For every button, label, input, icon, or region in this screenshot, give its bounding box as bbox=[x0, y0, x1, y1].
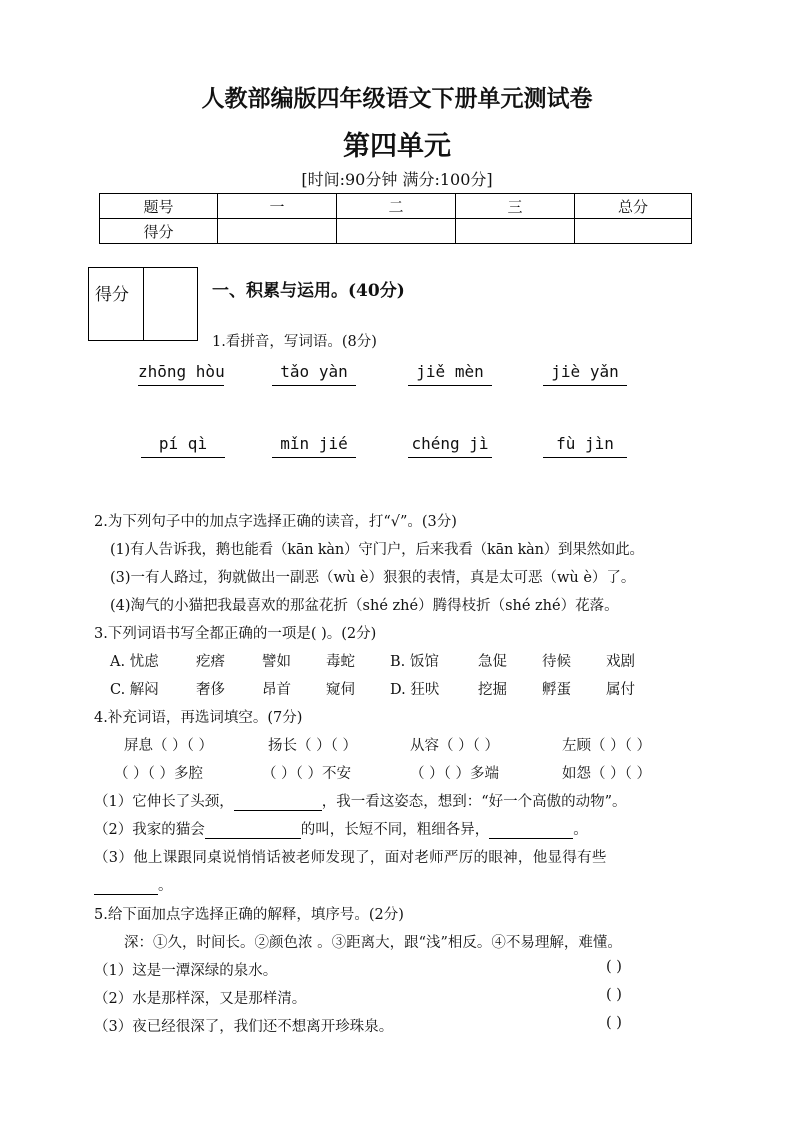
option-word: C. 解闷 bbox=[110, 682, 159, 698]
question-4-title: 4.补充词语，再选词填空。(7分) bbox=[94, 710, 303, 726]
answer-line[interactable] bbox=[272, 457, 356, 458]
unit-title: 第四单元 bbox=[343, 131, 451, 162]
option-word: 挖掘 bbox=[478, 682, 507, 698]
sentence-text: （2）我家的猫会 bbox=[94, 822, 205, 838]
option-word: 属付 bbox=[606, 682, 635, 698]
answer-paren[interactable]: ( ) bbox=[606, 987, 622, 1003]
option-word: A. 忧虑 bbox=[110, 654, 159, 670]
answer-line[interactable] bbox=[272, 385, 356, 386]
sentence-text: 的叫，长短不同，粗细各异， bbox=[300, 822, 490, 838]
score-table-score-row bbox=[100, 219, 692, 244]
score-header-cell: 题号 bbox=[100, 194, 218, 219]
question-1-title: 1.看拼音，写词语。(8分) bbox=[212, 334, 377, 350]
section-score-box bbox=[88, 267, 198, 341]
fill-word: 扬长（ ）（ ） bbox=[268, 738, 357, 754]
score-row-label: 得分 bbox=[100, 219, 218, 244]
fill-word: 从容（ ）（ ） bbox=[410, 738, 499, 754]
sentence-text: 。 bbox=[158, 878, 173, 894]
sentence-text: ，我一看这姿态，想到：“好一个高傲的动物”。 bbox=[321, 794, 627, 810]
definition-text: 深：①久，时间长。②颜色浓 。③距离大，跟“浅”相反。④不易理解，难懂。 bbox=[124, 935, 622, 951]
pinyin-item: fù jìn bbox=[556, 434, 614, 453]
option-word: 窥伺 bbox=[326, 682, 355, 698]
answer-paren[interactable]: ( ) bbox=[606, 959, 622, 975]
option-word: D. 狂吠 bbox=[390, 682, 440, 698]
answer-line[interactable] bbox=[408, 457, 492, 458]
option-word: 戏剧 bbox=[606, 654, 635, 670]
score-box-divider bbox=[143, 268, 144, 340]
question-3-title: 3.下列词语书写全都正确的一项是( )。(2分) bbox=[94, 626, 377, 642]
score-table-header-row bbox=[100, 194, 692, 219]
score-header-cell: 总分 bbox=[575, 194, 692, 219]
answer-blank[interactable] bbox=[94, 894, 158, 895]
question-2-line: (1)有人告诉我，鹅也能看（kān kàn）守门户，后来我看（kān kàn）到果然如此。 bbox=[110, 542, 644, 558]
score-table bbox=[99, 193, 692, 244]
section-title: 一、积累与运用。(40分) bbox=[212, 281, 405, 301]
question-4-sentence-3: （3）他上课跟同桌说悄悄话被老师发现了，面对老师严厉的眼神，他显得有些 bbox=[94, 850, 607, 866]
answer-blank[interactable] bbox=[205, 838, 301, 839]
option-word: 昂首 bbox=[262, 682, 291, 698]
answer-line[interactable] bbox=[408, 385, 492, 386]
option-word: 急促 bbox=[478, 654, 507, 670]
question-2-title: 2.为下列句子中的加点字选择正确的读音，打“√”。(3分) bbox=[94, 514, 457, 530]
pinyin-item: mǐn jié bbox=[280, 434, 348, 453]
pinyin-item: zhōng hòu bbox=[138, 362, 225, 381]
fill-word: （ ）（ ）不安 bbox=[262, 766, 351, 782]
pinyin-item: pí qì bbox=[158, 434, 208, 453]
score-header-cell: 三 bbox=[456, 194, 575, 219]
answer-blank[interactable] bbox=[489, 838, 573, 839]
question-5-item: （3）夜已经很深了，我们还不想离开珍珠泉。 bbox=[94, 1019, 394, 1035]
option-word: 譬如 bbox=[262, 654, 291, 670]
answer-line[interactable] bbox=[543, 457, 627, 458]
pinyin-item: jiě mèn bbox=[416, 362, 484, 381]
option-word: 孵蛋 bbox=[542, 682, 571, 698]
pinyin-item: tǎo yàn bbox=[280, 362, 348, 381]
score-header-cell: 二 bbox=[337, 194, 456, 219]
option-word: 疙瘩 bbox=[196, 654, 225, 670]
question-5-title: 5.给下面加点字选择正确的解释，填序号。(2分) bbox=[94, 907, 404, 923]
score-cell[interactable] bbox=[575, 219, 692, 244]
sentence-text: 。 bbox=[573, 822, 588, 838]
option-word: 毒蛇 bbox=[326, 654, 355, 670]
option-word: 待候 bbox=[542, 654, 571, 670]
question-4-sentence-2 bbox=[94, 818, 588, 839]
question-4-sentence-3-end bbox=[94, 874, 173, 895]
score-cell[interactable] bbox=[456, 219, 575, 244]
answer-line[interactable] bbox=[141, 457, 225, 458]
fill-word: 左顾（ ）（ ） bbox=[562, 738, 651, 754]
answer-line[interactable] bbox=[543, 385, 627, 386]
pinyin-item: jiè yǎn bbox=[551, 362, 619, 381]
pinyin-item: chéng jì bbox=[411, 434, 489, 453]
question-5-item: （2）水是那样深，又是那样清。 bbox=[94, 991, 307, 1007]
question-5-item: （1）这是一潭深绿的泉水。 bbox=[94, 963, 278, 979]
answer-blank[interactable] bbox=[234, 810, 322, 811]
score-cell[interactable] bbox=[337, 219, 456, 244]
fill-word: 如怨（ ）（ ） bbox=[562, 766, 651, 782]
score-header-cell: 一 bbox=[218, 194, 337, 219]
question-2-line: (3)一有人路过，狗就做出一副恶（wù è）狠狠的表情，真是太可恶（wù è）了。 bbox=[110, 570, 636, 586]
sentence-text: （1）它伸长了头颈， bbox=[94, 794, 234, 810]
fill-word: （ ）（ ）多腔 bbox=[114, 766, 203, 782]
question-2-line: (4)淘气的小猫把我最喜欢的那盆花折（shé zhé）腾得枝折（shé zhé）花落。 bbox=[110, 598, 619, 614]
score-box-label: 得分 bbox=[95, 285, 129, 305]
time-info: [时间:90分钟 满分:100分] bbox=[301, 170, 493, 189]
answer-line[interactable] bbox=[138, 385, 224, 386]
score-cell[interactable] bbox=[218, 219, 337, 244]
question-4-sentence-1 bbox=[94, 790, 627, 811]
option-word: B. 饭馆 bbox=[390, 654, 439, 670]
answer-paren[interactable]: ( ) bbox=[606, 1015, 622, 1031]
exam-title: 人教部编版四年级语文下册单元测试卷 bbox=[201, 85, 593, 112]
option-word: 奢侈 bbox=[196, 682, 225, 698]
fill-word: （ ）（ ）多端 bbox=[410, 766, 499, 782]
fill-word: 屏息（ ）（ ） bbox=[124, 738, 213, 754]
